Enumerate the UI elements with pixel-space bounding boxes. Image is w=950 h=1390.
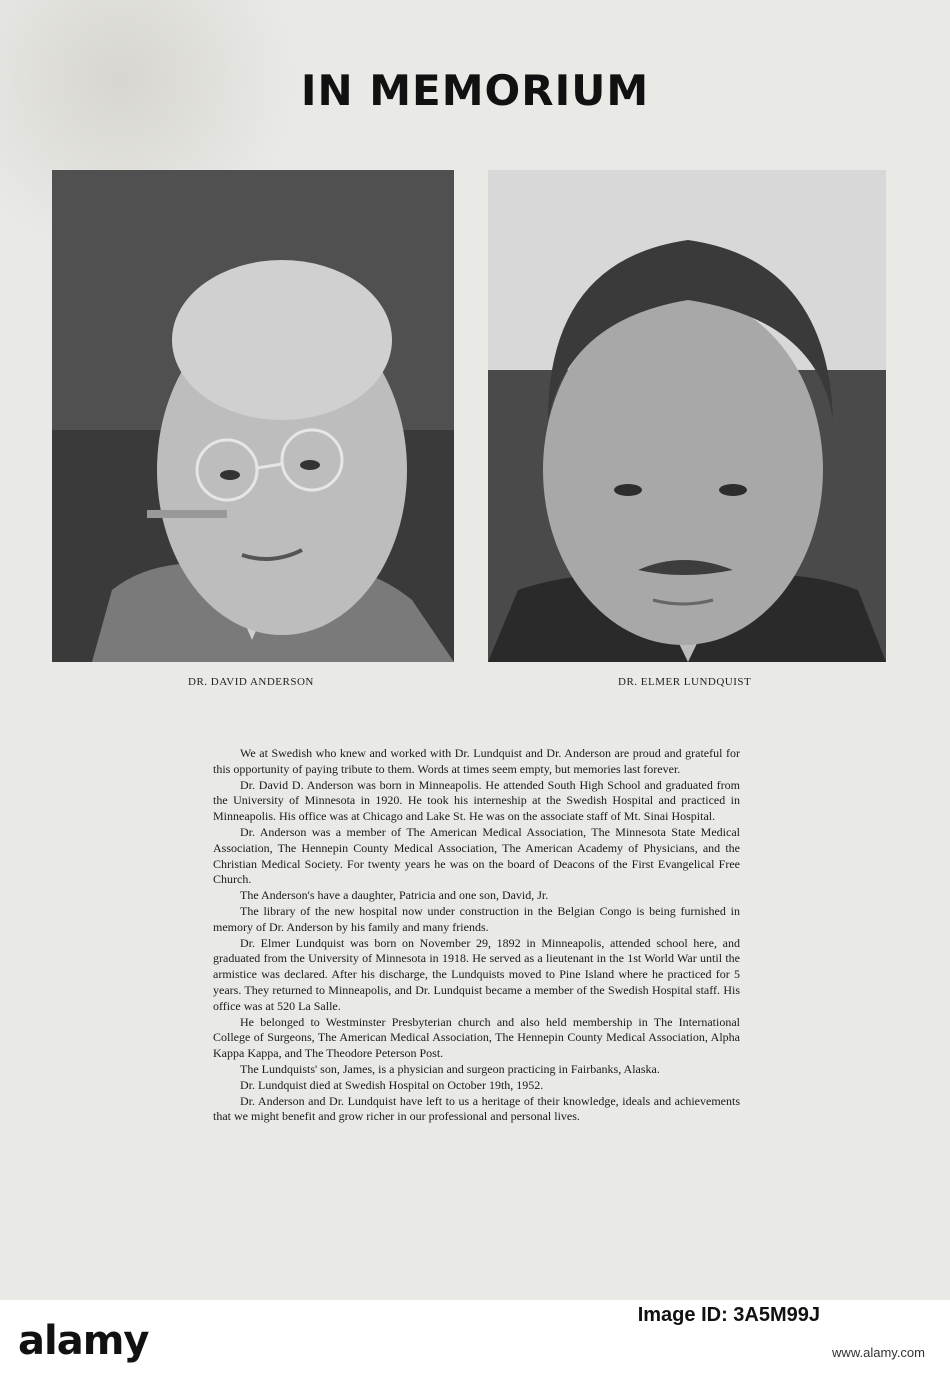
paragraph: We at Swedish who knew and worked with Dr. Lundquist and Dr. Anderson are proud and grateful for this opportunity of paying tribute to them. Words at times seem empty, but memories last forever. xyxy=(213,746,740,776)
paragraph: The Anderson's have a daughter, Patricia and one son, David, Jr. xyxy=(240,888,549,903)
image-id: Image ID: 3A5M99J xyxy=(637,1304,820,1326)
portrait-photo-anderson xyxy=(52,170,454,662)
memorial-text xyxy=(213,746,740,1125)
caption-anderson: DR. DAVID ANDERSON xyxy=(188,676,314,688)
paragraph: Dr. Lundquist died at Swedish Hospital on October 19th, 1952. xyxy=(240,1077,544,1092)
paragraph: Dr. Anderson and Dr. Lundquist have left to us a heritage of their knowledge, ideals and achievements that we might benefit and grow richer in our professional and personal lives. xyxy=(213,1093,740,1124)
paragraph: Dr. David D. Anderson was born in Minneapolis. He attended South High School and graduated from the University of Minnesota in 1920. He took his interneship at the Swedish Hospital and practiced in Minneapolis. His office was at Chicago and Lake St. He was on the associate staff of Mt. Sinai Hospital. xyxy=(213,777,740,824)
paragraph: He belonged to Westminster Presbyterian church and also held membership in The International College of Surgeons, The American Medical Association, The Hennepin County Medical Association, Alpha Kappa Kappa, and The Theodore Peterson Post. xyxy=(213,1014,740,1061)
paragraph: Dr. Anderson was a member of The American Medical Association, The Minnesota State Medical Association, The Hennepin County Medical Association, The American Academy of Physicians, and the Christian Medical Society. For twenty years he was on the board of Deacons of the First Evangelical Free Church. xyxy=(213,824,740,887)
caption-lundquist: DR. ELMER LUNDQUIST xyxy=(618,676,752,688)
portrait-photo-lundquist xyxy=(488,170,886,662)
site-url: www.alamy.com xyxy=(832,1345,925,1360)
paragraph: The Lundquists' son, James, is a physician and surgeon practicing in Fairbanks, Alaska. xyxy=(240,1061,660,1076)
image-id-block xyxy=(637,1304,820,1326)
paragraph: The library of the new hospital now under construction in the Belgian Congo is being furnished in memory of Dr. Anderson by his family and many friends. xyxy=(213,903,740,934)
paragraph: Dr. Elmer Lundquist was born on November 29, 1892 in Minneapolis, attended school here, and graduated from the University of Minnesota in 1918. He served as a lieutenant in the 1st World War until the armistice was declared. After his discharge, the Lundquists moved to Pine Island where he practiced for 5 years. They returned to Minneapolis, and Dr. Lundquist became a member of the Swedish Hospital staff. His office was at 520 La Salle. xyxy=(213,935,740,1013)
alamy-logo: alamy xyxy=(18,1318,149,1364)
page-title: IN MEMORIUM xyxy=(300,66,650,115)
